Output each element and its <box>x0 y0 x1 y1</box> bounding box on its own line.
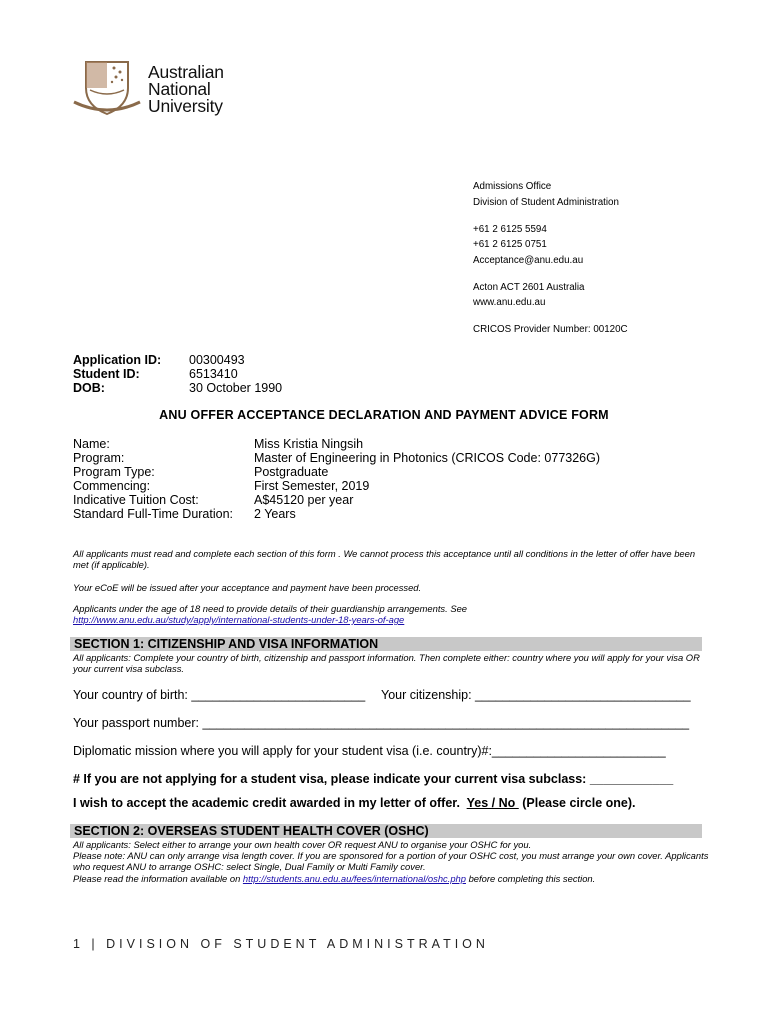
cricos-number: CRICOS Provider Number: 00120C <box>473 324 628 335</box>
detail-label: Program Type: <box>73 465 155 479</box>
section2-line3-post: before completing this section. <box>465 873 596 884</box>
student-id-value: 6513410 <box>189 367 238 381</box>
logo-text-line2: National <box>148 79 211 99</box>
circle-one-text: (Please circle one). <box>518 796 636 810</box>
section1-heading: SECTION 1: CITIZENSHIP AND VISA INFORMATION <box>70 637 702 651</box>
logo-text-line1: Australian <box>148 62 224 82</box>
academic-credit-line <box>73 796 635 810</box>
application-id-label: Application ID: <box>73 353 162 367</box>
oshc-link[interactable]: http://students.anu.edu.au/fees/international/oshc.php <box>242 873 466 884</box>
section2-line3 <box>73 873 713 884</box>
website: www.anu.edu.au <box>473 297 546 308</box>
detail-value: First Semester, 2019 <box>254 479 370 493</box>
visa-subclass-field[interactable]: # If you are not applying for a student visa, please indicate your current visa subclass: ____________ <box>73 772 674 786</box>
section1-intro: All applicants: Complete your country of birth, citizenship and passport information. Then complete either: country where you will apply for your visa OR your current visa subclass. <box>73 652 700 674</box>
section2-line2: Please note: ANU can only arrange visa length cover. If you are sponsored for a portion of your OSHC cost, you must arrange your own cover. Applicants who request ANU to arrange OSHC: select Single, Dual Family or Multi Family cover. <box>73 850 709 872</box>
section2-heading: SECTION 2: OVERSEAS STUDENT HEALTH COVER (OSHC) <box>70 824 702 838</box>
detail-value: A$45120 per year <box>254 493 354 507</box>
note-ecoe: Your eCoE will be issued after your acceptance and payment have been processed. <box>73 582 422 593</box>
note-under-18: Applicants under the age of 18 need to provide details of their guardianship arrangements. See <box>73 603 468 614</box>
detail-label: Indicative Tuition Cost: <box>73 493 199 507</box>
admissions-office: Admissions Office <box>473 181 552 192</box>
dob-value: 30 October 1990 <box>189 381 283 395</box>
detail-value: Postgraduate <box>254 465 329 479</box>
dob-label: DOB: <box>73 381 105 395</box>
note-conditions: All applicants must read and complete each section of this form . We cannot process this acceptance until all conditions in the letter of offer have been met (if applicable). <box>73 548 696 570</box>
division-name: Division of Student Administration <box>473 197 619 208</box>
country-of-birth-field[interactable]: Your country of birth: _________________________ <box>73 688 366 702</box>
section2-line3-pre: Please read the information available on <box>73 873 243 884</box>
detail-label: Program: <box>73 451 125 465</box>
passport-number-field[interactable]: Your passport number: ______________________________________________________________________ <box>73 716 690 730</box>
page-footer: 1 | DIVISION OF STUDENT ADMINISTRATION <box>73 937 489 951</box>
logo-text-line3: University <box>148 96 223 116</box>
phone-2: +61 2 6125 0751 <box>473 239 547 250</box>
phone-1: +61 2 6125 5594 <box>473 224 547 235</box>
section2-line1: All applicants: Select either to arrange your own health cover OR request ANU to organise your OSHC for you. <box>73 839 532 850</box>
application-id-value: 00300493 <box>189 353 245 367</box>
detail-label: Commencing: <box>73 479 151 493</box>
under-18-link[interactable]: http://www.anu.edu.au/study/apply/international-students-under-18-years-of-age <box>73 614 405 625</box>
form-title: ANU OFFER ACCEPTANCE DECLARATION AND PAYMENT ADVICE FORM <box>159 408 609 422</box>
diplomatic-mission-field[interactable]: Diplomatic mission where you will apply for your student visa (i.e. country)#:_________________________ <box>73 744 666 758</box>
detail-value: Miss Kristia Ningsih <box>254 437 364 451</box>
anu-crest-icon <box>72 58 142 116</box>
detail-label: Name: <box>73 437 110 451</box>
citizenship-field[interactable]: Your citizenship: _______________________________ <box>381 688 691 702</box>
detail-value: 2 Years <box>254 507 296 521</box>
academic-credit-text: I wish to accept the academic credit awarded in my letter of offer. <box>73 796 467 810</box>
email-address: Acceptance@anu.edu.au <box>473 255 584 266</box>
detail-label: Standard Full-Time Duration: <box>73 507 234 521</box>
yes-no-choice[interactable]: Yes / No <box>466 796 519 810</box>
anu-logo <box>72 58 242 118</box>
detail-value: Master of Engineering in Photonics (CRICOS Code: 077326G) <box>254 451 601 465</box>
student-id-label: Student ID: <box>73 367 140 381</box>
location: Acton ACT 2601 Australia <box>473 282 585 293</box>
